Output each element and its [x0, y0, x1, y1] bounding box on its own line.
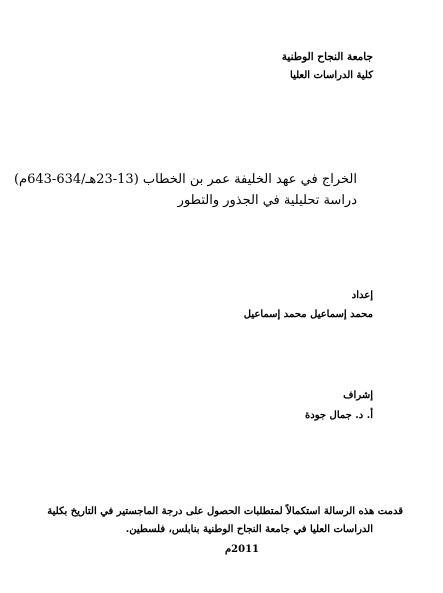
- author-name: محمد إسماعيل محمد إسماعيل: [243, 309, 373, 320]
- faculty-name: كلية الدراسات العليا: [290, 70, 373, 81]
- supervised-by-label: إشراف: [343, 390, 373, 401]
- prepared-by-label: إعداد: [351, 290, 373, 301]
- thesis-subtitle: دراسة تحليلية في الجذور والتطور: [177, 193, 357, 208]
- submission-year: 2011م: [224, 544, 259, 555]
- thesis-title: الخراج في عهد الخليفة عمر بن الخطاب (13-23هـ/634-643م): [13, 172, 357, 187]
- submission-statement-line-1: قدمت هذه الرسالة استكمالاً لمتطلبات الحصول على درجة الماجستير في التاريخ بكلية: [47, 506, 403, 517]
- university-name: جامعة النجاح الوطنية: [281, 51, 373, 63]
- supervisor-name: أ. د. جمال جودة: [305, 410, 373, 421]
- submission-statement-line-2: الدراسات العليا في جامعة النجاح الوطنية بنابلس، فلسطين.: [125, 524, 373, 535]
